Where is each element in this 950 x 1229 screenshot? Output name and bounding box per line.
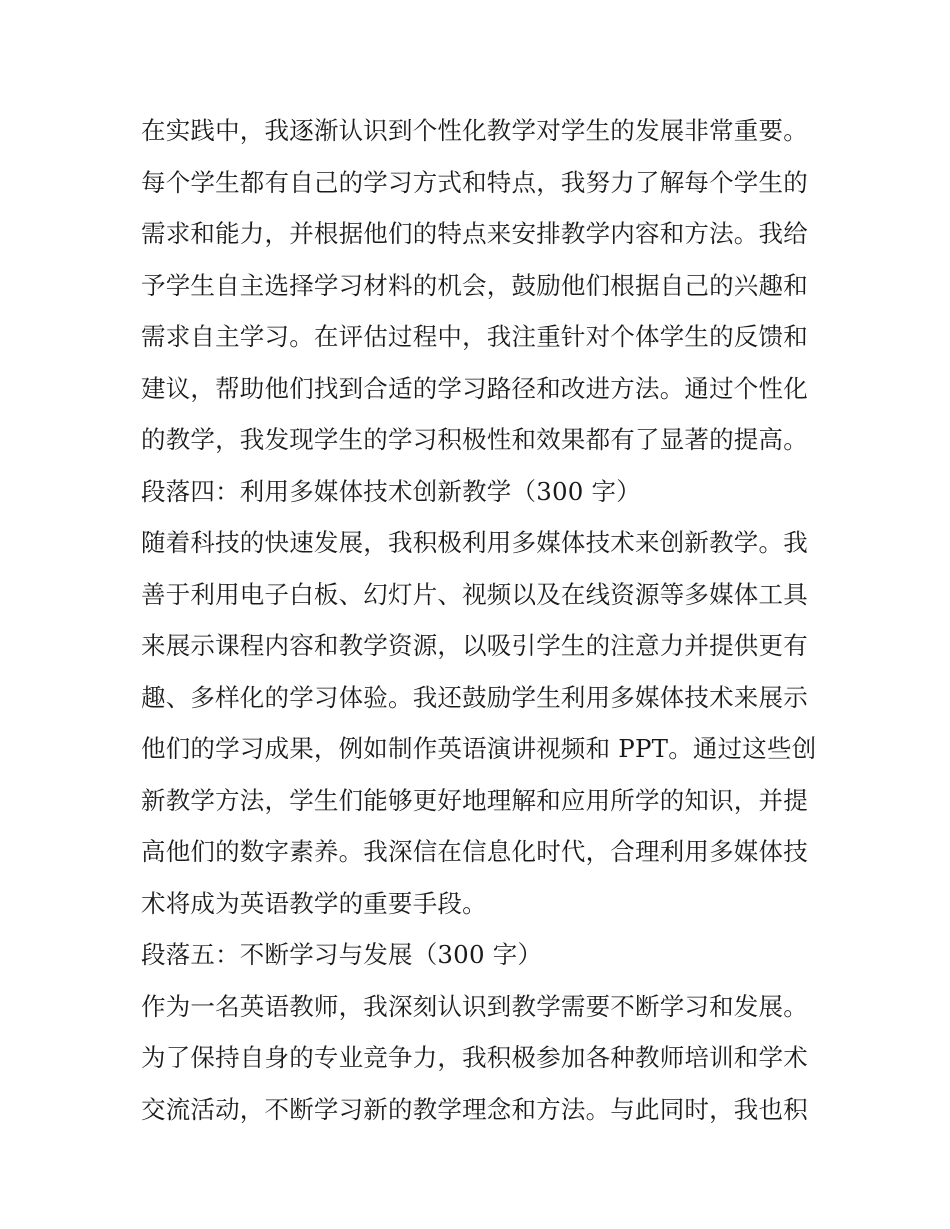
text-line: 随着科技的快速发展，我积极利用多媒体技术来创新教学。我 [141, 528, 808, 557]
text-line: 需求和能力，并根据他们的特点来安排教学内容和方法。我给 [141, 219, 808, 248]
body-text [141, 105, 821, 1135]
text-line: 交流活动，不断学习新的教学理念和方法。与此同时，我也积 [141, 1094, 808, 1124]
text-line: 建议，帮助他们找到合适的学习路径和改进方法。通过个性化 [141, 373, 808, 403]
text-line: 术将成为英语教学的重要手段。 [141, 888, 487, 918]
text-line: 需求自主学习。在评估过程中，我注重针对个体学生的反馈和 [141, 322, 808, 351]
text-line: 新教学方法，学生们能够更好地理解和应用所学的知识，并提 [141, 785, 808, 815]
text-line: 的教学，我发现学生的学习积极性和效果都有了显著的提高。 [141, 425, 808, 454]
text-line: 为了保持自身的专业竞争力，我积极参加各种教师培训和学术 [141, 1043, 808, 1072]
text-line: 高他们的数字素养。我深信在信息化时代，合理利用多媒体技 [141, 837, 808, 866]
text-line: 他们的学习成果，例如制作英语演讲视频和 PPT。通过这些创 [141, 734, 817, 763]
section-heading-5: 段落五：不断学习与发展（300 字） [141, 940, 543, 969]
text-line: 来展示课程内容和教学资源，以吸引学生的注意力并提供更有 [141, 631, 808, 660]
text-line: 趣、多样化的学习体验。我还鼓励学生利用多媒体技术来展示 [141, 682, 808, 712]
text-line: 善于利用电子白板、幻灯片、视频以及在线资源等多媒体工具 [141, 579, 808, 609]
text-line: 每个学生都有自己的学习方式和特点，我努力了解每个学生的 [141, 167, 808, 197]
text-line: 作为一名英语教师，我深刻认识到教学需要不断学习和发展。 [141, 991, 808, 1021]
text-line: 在实践中，我逐渐认识到个性化教学对学生的发展非常重要。 [141, 116, 808, 145]
text-line: 予学生自主选择学习材料的机会，鼓励他们根据自己的兴趣和 [141, 270, 808, 300]
section-heading-4: 段落四：利用多媒体技术创新教学（300 字） [141, 476, 641, 506]
